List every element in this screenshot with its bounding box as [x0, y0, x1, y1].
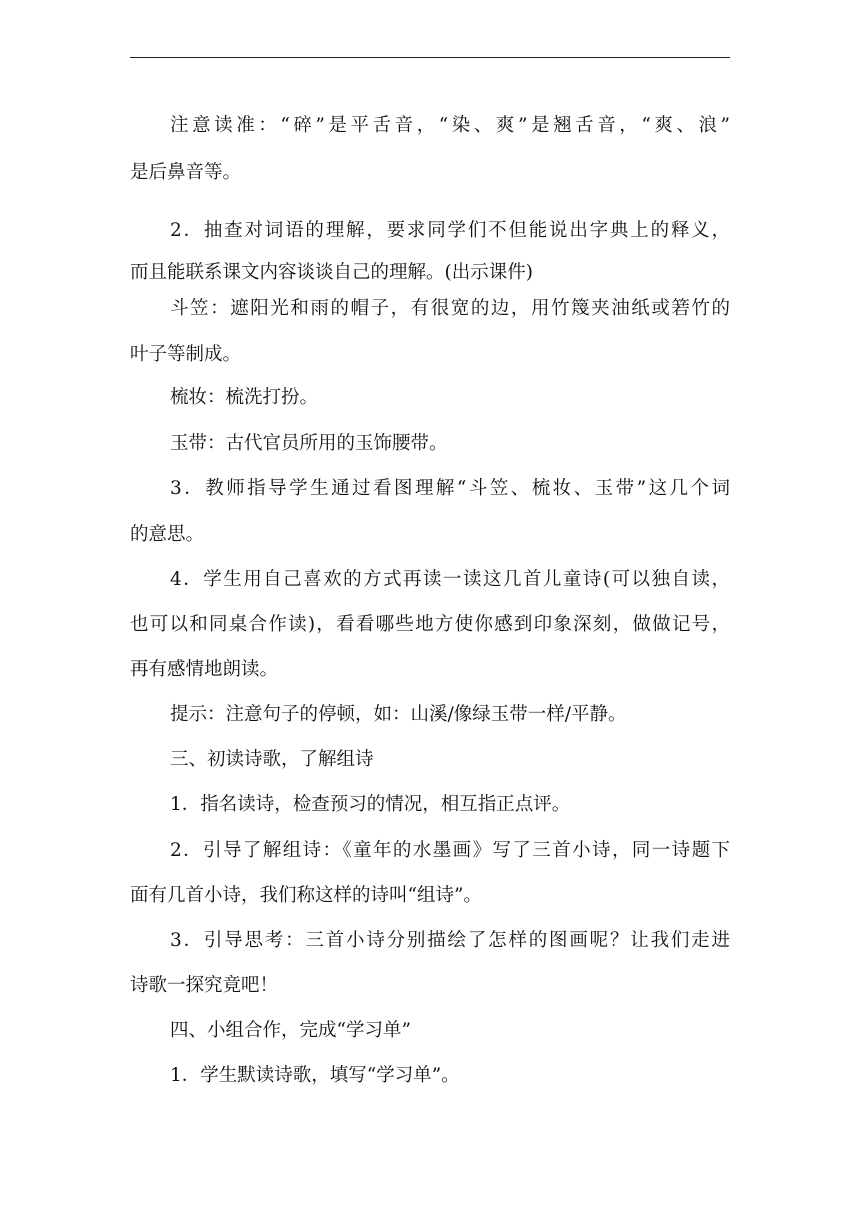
section-heading: 三、初读诗歌，了解组诗: [170, 749, 374, 770]
paragraph-line: 是后鼻音等。: [130, 162, 242, 183]
paragraph-line: 梳妆：梳洗打扮。: [170, 387, 319, 408]
paragraph-line: 也可以和同桌合作读)，看看哪些地方使你感到印象深刻，做做记号，: [130, 614, 730, 635]
paragraph-line: 叶子等制成。: [130, 344, 242, 365]
header-rule: [130, 57, 730, 58]
paragraph-line: 1．指名读诗，检查预习的情况，相互指正点评。: [170, 794, 571, 815]
paragraph-line: 面有几首小诗，我们称这样的诗叫“组诗”。: [130, 885, 482, 906]
paragraph-line: 1．学生默读诗歌，填写“学习单”。: [170, 1065, 460, 1086]
paragraph-line: 玉带：古代官员所用的玉饰腰带。: [170, 433, 448, 454]
paragraph-line: 再有感情地朗读。: [130, 659, 279, 680]
paragraph-line: 诗歌一探究竟吧！: [130, 975, 279, 996]
paragraph-line: 而且能联系课文内容谈谈自己的理解。(出示课件): [130, 262, 533, 283]
paragraph-line: 2．引导了解组诗：《童年的水墨画》写了三首小诗，同一诗题下: [170, 840, 730, 861]
paragraph-line: 3．引导思考：三首小诗分别描绘了怎样的图画呢？让我们走进: [170, 930, 730, 951]
paragraph-line: 提示：注意句子的停顿，如：山溪/像绿玉带一样/平静。: [170, 704, 627, 725]
section-heading: 四、小组合作，完成“学习单”: [170, 1020, 411, 1041]
paragraph-line: 的意思。: [130, 524, 205, 545]
paragraph-line: 4．学生用自己喜欢的方式再读一读这几首儿童诗(可以独自读，: [170, 569, 730, 590]
paragraph-line: 斗笠：遮阳光和雨的帽子，有很宽的边，用竹篾夹油纸或箬竹的: [170, 298, 730, 319]
paragraph-line: 3．教师指导学生通过看图理解“斗笠、梳妆、玉带”这几个词: [170, 478, 730, 499]
paragraph-line: 注意读准：“碎”是平舌音，“染、爽”是翘舌音，“爽、浪”: [170, 115, 730, 136]
paragraph-line: 2．抽查对词语的理解，要求同学们不但能说出字典上的释义，: [170, 220, 730, 241]
